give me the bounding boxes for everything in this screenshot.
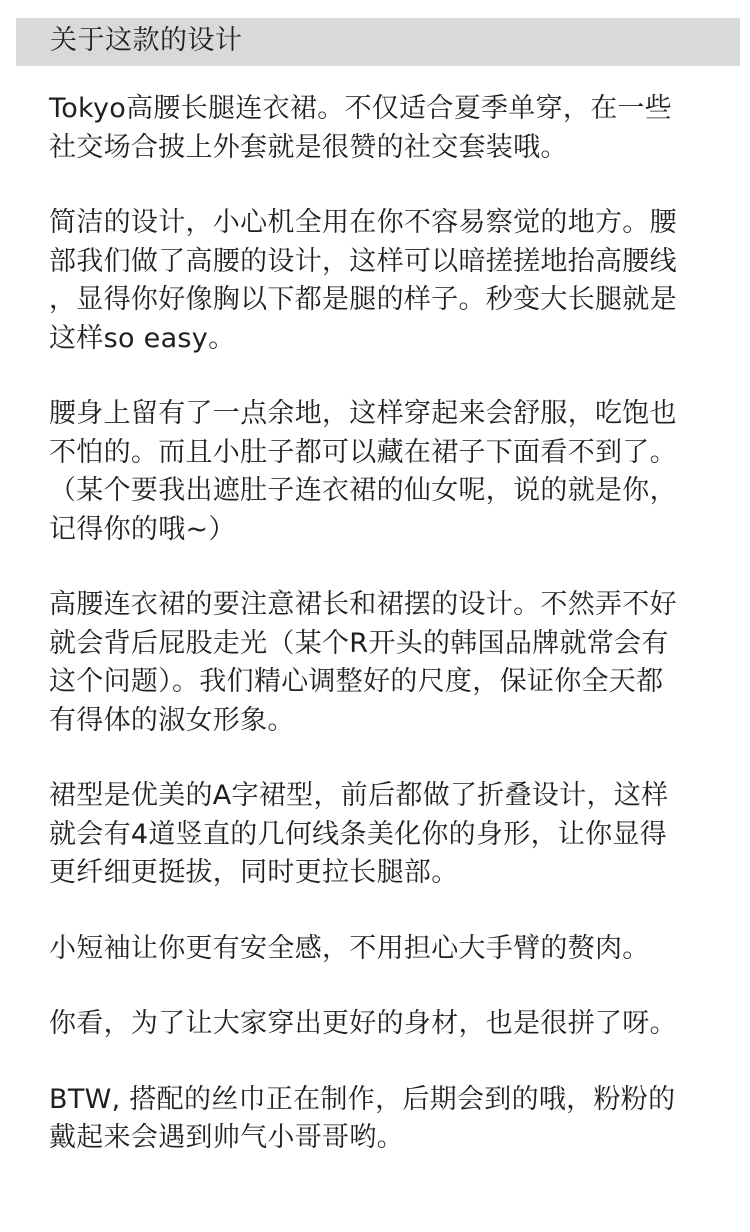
paragraph-effort — [49, 1005, 719, 1044]
paragraph-skirt-length — [49, 586, 719, 740]
text-line: 简洁的设计，小心机全用在你不容易察觉的地方。腰 — [49, 207, 677, 238]
paragraph-waist-design — [49, 204, 719, 358]
description-body — [49, 90, 719, 1195]
text-line: ，显得你好像胸以下都是腿的样子。秒变大长腿就是 — [49, 284, 677, 315]
text-line: 部我们做了高腰的设计，这样可以暗搓搓地抬高腰线 — [49, 245, 677, 277]
paragraph-scarf — [49, 1081, 719, 1158]
paragraph-intro — [49, 90, 719, 167]
text-line: 就会背后屁股走光（某个R开头的韩国品牌就常会有 — [49, 627, 669, 659]
text-line: （某个要我出遮肚子连衣裙的仙女呢，说的就是你， — [49, 475, 677, 506]
text-line: 戴起来会遇到帅气小哥哥哟。 — [49, 1122, 404, 1153]
text-line: Tokyo高腰长腿连衣裙。不仅适合夏季单穿，在一些 — [49, 93, 673, 124]
text-line: 社交场合披上外套就是很赞的社交套装哦。 — [49, 131, 568, 163]
text-line: 更纤细更挺拔，同时更拉长腿部。 — [49, 857, 459, 888]
section-title: 关于这款的设计 — [50, 25, 243, 56]
text-line: 记得你的哦~） — [49, 513, 236, 545]
text-line: 高腰连衣裙的要注意裙长和裙摆的设计。不然弄不好 — [49, 589, 677, 620]
text-line: 腰身上留有了一点余地，这样穿起来会舒服，吃饱也 — [49, 398, 677, 429]
text-line: 这样so easy。 — [49, 322, 236, 354]
paragraph-comfort — [49, 395, 719, 549]
text-line: 有得体的淑女形象。 — [49, 704, 295, 736]
text-line: 小短袖让你更有安全感，不用担心大手臂的赘肉。 — [49, 932, 650, 964]
text-line: 你看，为了让大家穿出更好的身材，也是很拼了呀。 — [49, 1008, 677, 1039]
paragraph-sleeves — [49, 930, 719, 969]
text-line: 这个问题）。我们精心调整好的尺度，保证你全天都 — [49, 666, 664, 697]
text-line: 不怕的。而且小肚子都可以藏在裙子下面看不到了。 — [49, 436, 677, 468]
text-line: 裙型是优美的A字裙型，前后都做了折叠设计，这样 — [49, 780, 669, 811]
paragraph-skirt-shape — [49, 777, 719, 893]
text-line: BTW, 搭配的丝巾正在制作，后期会到的哦，粉粉的 — [49, 1083, 676, 1115]
text-line: 就会有4道竖直的几何线条美化你的身形，让你显得 — [49, 818, 668, 850]
section-header — [16, 18, 740, 66]
